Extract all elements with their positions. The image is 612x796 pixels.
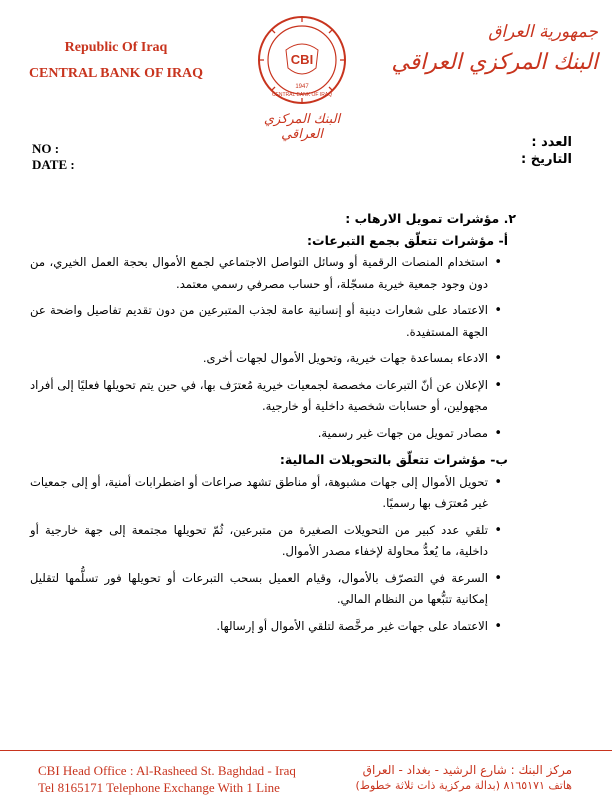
cbi-seal-logo	[256, 14, 348, 110]
seal-icon	[256, 14, 348, 110]
header-en-republic: Republic Of Iraq	[64, 40, 168, 55]
list-item: • تلقي عدد كبير من التحويلات الصغيرة من متبرعين، ثُمّ تحويلها مجتمعة إلى جهة خارجية أو داخلية، ما يُعدُّ محاولة لإخفاء مصدر الأموال.	[30, 520, 502, 563]
header-en-bank: CENTRAL BANK OF IRAQ	[28, 66, 204, 81]
list-item: • السرعة في التصرّف بالأموال، وقيام العميل بسحب التبرعات أو تحويلها فور تسلُّمها لتقليل إمكانية تتبُّعها من النظام المالي.	[30, 568, 502, 611]
list-item: • الاعتماد على شعارات دينية أو إنسانية عامة لجذب المتبرعين من دون تقديم تفاصيل واضحة عن الجهة المستفيدة.	[30, 300, 502, 343]
footer-ar-address: مركز البنك : شارع الرشيد - بغداد - العراق	[362, 763, 572, 777]
list-item: • استخدام المنصات الرقمية أو وسائل التواصل الاجتماعي لجمع الأموال بحجة العمل الخيري، من دون وجود جمعية خيرية مسجّلة، أو حساب مصرفي رسمي معتمد.	[30, 252, 502, 295]
ref-ar-no-label: العدد :	[531, 135, 572, 150]
footer-en-contact: Tel 8165171 Telephone Exchange With 1 Line	[38, 780, 280, 795]
list-item: • الاعتماد على جهات غير مرخَّصة لتلقي الأموال أو إرسالها.	[30, 616, 502, 638]
header-ar-republic: جمهورية العراق	[488, 22, 598, 42]
footer-en-address: CBI Head Office : Al-Rasheed St. Baghdad - Iraq	[38, 763, 296, 778]
subsection-a-title: أ- مؤشرات تتعلّق بجمع التبرعات:	[307, 232, 508, 248]
subsection-b-title: ب- مؤشرات تتعلّق بالتحويلات المالية:	[279, 452, 508, 467]
seal-ring-text: CENTRAL BANK OF IRAQ	[271, 92, 333, 98]
list-item: • تحويل الأموال إلى جهات مشبوهة، أو مناطق تشهد صراعات أو اضطرابات أمنية، أو إلى جمعيات غير مُعترَف بها رسميًا.	[30, 472, 502, 515]
section-title: ٢. مؤشرات تمويل الارهاب :	[345, 211, 516, 226]
document-body	[30, 208, 516, 642]
seal-caption: البنك المركزي العراقي	[263, 112, 341, 142]
seal-year: 1947	[295, 84, 309, 90]
footer-ar-contact: هاتف ٨١٦٥١٧١ (بدالة مركزية ذات ثلاثة خطوط)	[355, 779, 572, 792]
header-ar-bank: البنك المركزي العراقي	[391, 50, 598, 75]
ref-date-label: DATE :	[32, 157, 75, 172]
subsection-b-list	[30, 472, 502, 638]
ref-ar-date-label: التاريخ :	[521, 152, 572, 167]
ref-no-label: NO :	[32, 141, 60, 156]
list-item: • الإعلان عن أنّ التبرعات مخصصة لجمعيات خيرية مُعترَف بها، في حين يتم تحويلها فعليًا إلى أفراد مجهولين، أو حسابات شخصية داخلية أو خارجية.	[30, 375, 502, 418]
list-item: • مصادر تمويل من جهات غير رسمية.	[30, 423, 502, 445]
footer-divider	[0, 750, 612, 751]
seal-text: CBI	[290, 52, 314, 67]
subsection-a-list	[30, 252, 502, 444]
list-item: • الادعاء بمساعدة جهات خيرية، وتحويل الأموال لجهات أخرى.	[30, 348, 502, 370]
